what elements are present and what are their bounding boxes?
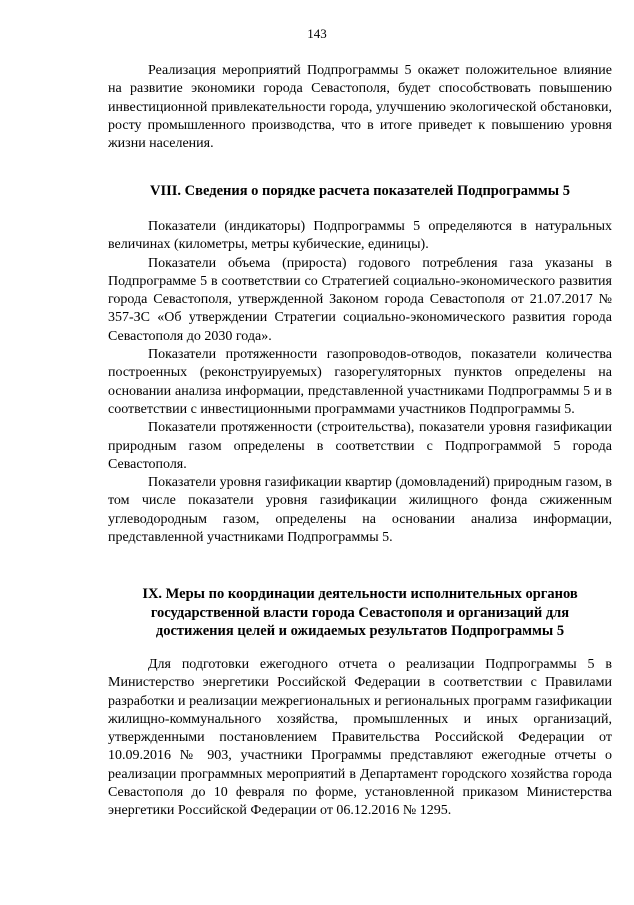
section-8-title: VIII. Сведения о порядке расчета показателей Подпрограммы 5 <box>150 183 570 199</box>
intro-paragraph: Реализация мероприятий Подпрограммы 5 окажет положительное влияние на развитие экономики города Севастополя, будет способствовать повышению инвестиционной привлекательности города, улучшению экологической обстановки, росту промышленного производства, что в итоге приведет к повышению уровня жизни населения. <box>108 63 612 152</box>
section-8-paragraph-4: Показатели протяженности (строительства), показатели уровня газификации природным газом определены в соответствии с Подпрограммой 5 города Севастополя. <box>108 420 612 472</box>
section-9-body <box>108 656 612 821</box>
section-8-paragraph-3: Показатели протяженности газопроводов-отводов, показатели количества построенных (реконструируемых) газорегуляторных пунктов определены на основании анализа информации, представленной участниками Подпрограммы 5 и в соответствии с инвестиционными программами участников Подпрограммы 5. <box>108 347 612 417</box>
section-8-paragraph-1: Показатели (индикаторы) Подпрограммы 5 определяются в натуральных величинах (километры, метры кубические, единицы). <box>108 219 612 253</box>
intro-block <box>108 62 612 153</box>
section-9-title-line-2: государственной власти города Севастополя и организаций для <box>150 604 570 621</box>
section-9-paragraph: Для подготовки ежегодного отчета о реализации Подпрограммы 5 в Министерство энергетики Российской Федерации в соответствии с Правилами разработки и реализации межрегиональных и региональных программ газификации жилищно-коммунального хозяйства, промышленных и иных организаций, утвержденными постановлением Правительства Российской Федерации от 10.09.2016 № 903, участники Программы представляют ежегодные отчеты о реализации программных мероприятий в Департамент городского хозяйства города Севастополя до 10 февраля по форме, установленной приказом Министерства энергетики Российской Федерации от 06.12.2016 № 1295. <box>108 657 612 819</box>
section-8-body <box>108 218 612 547</box>
section-9-title-line-3: достижения целей и ожидаемых результатов Подпрограммы 5 <box>155 623 565 639</box>
section-9-title-line-1: IX. Меры по координации деятельности исполнительных органов <box>142 586 578 602</box>
page-number: 143 <box>307 26 327 41</box>
section-8-paragraph-5: Показатели уровня газификации квартир (домовладений) природным газом, в том числе показатели уровня газификации жилищного фонда сжиженным углеводородным газом, определены на основании анализа информации, представленной участниками Подпрограммы 5. <box>108 475 612 546</box>
section-9-title <box>108 585 612 641</box>
section-8-paragraph-2: Показатели объема (прироста) годового потребления газа указаны в Подпрограмме 5 в соответствии со Стратегией социально-экономического развития города Севастополя, утвержденной Законом города Севастополя от 21.07.2017 № 357-ЗС «Об утверждении Стратегии социально-экономического развития города Севастополя до 2030 года». <box>108 255 612 344</box>
